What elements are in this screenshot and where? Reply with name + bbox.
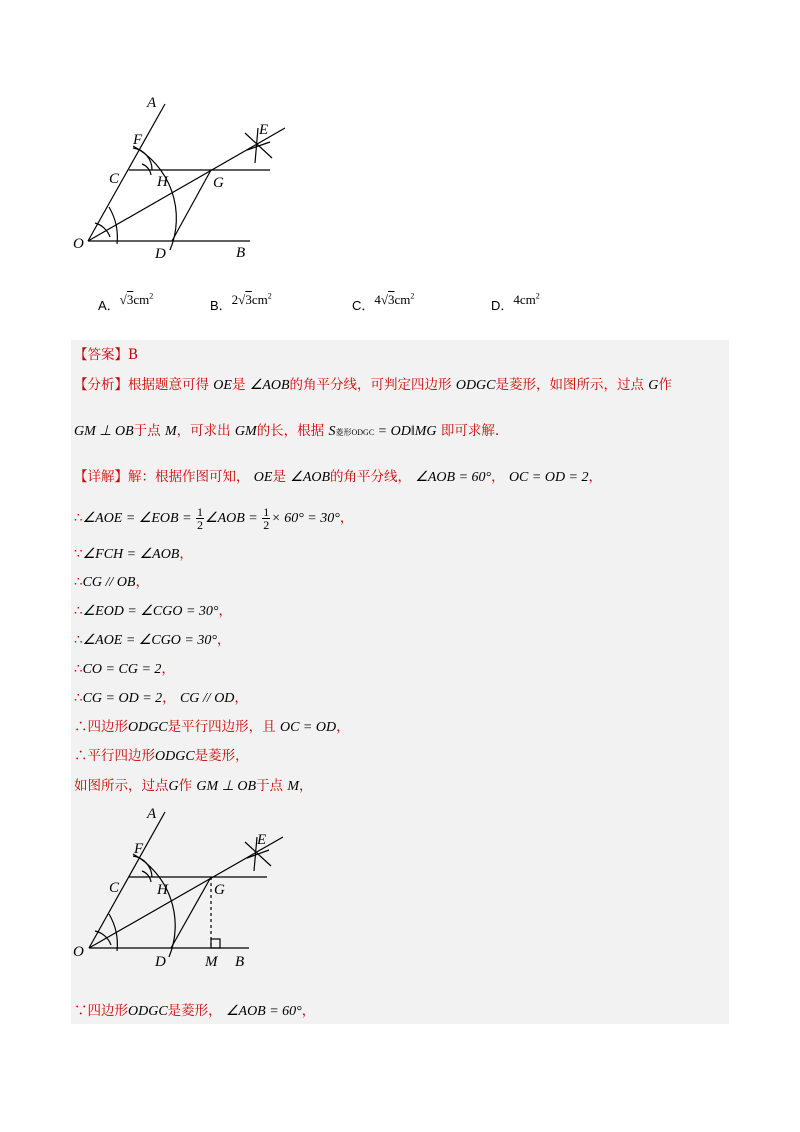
step-6: ∴CO = CG = 2， bbox=[74, 661, 175, 677]
answer-options bbox=[98, 291, 698, 325]
fig2-label-E: E bbox=[257, 832, 267, 848]
label-F: F bbox=[133, 132, 143, 148]
step-10: 如图所示，过点G作 GM ⊥ OB于点 M， bbox=[74, 778, 313, 794]
step-5: ∴∠AOE = ∠CGO = 30°， bbox=[74, 632, 231, 648]
step-9: ∴平行四边形ODGC是菱形， bbox=[74, 748, 249, 764]
fig2-label-H: H bbox=[157, 882, 168, 898]
detail-line: 【详解】解：根据作图可知， OE是 ∠AOB的角平分线， ∠AOB = 60°， OC = OD = 2， bbox=[74, 469, 603, 485]
fig2-label-F: F bbox=[134, 841, 144, 857]
answer-line: 【答案】B bbox=[74, 347, 138, 363]
label-D: D bbox=[155, 246, 166, 262]
solution-panel bbox=[71, 340, 729, 1024]
option-b[interactable]: B．$2√3cm^2$ bbox=[210, 291, 272, 313]
step-11: ∵四边形ODGC是菱形， ∠AOB = 60°， bbox=[74, 1003, 316, 1019]
label-H: H bbox=[157, 174, 168, 190]
analysis-line-1: 【分析】根据题意可得 OE是 ∠AOB的角平分线，可判定四边形 ODGC是菱形，如图所示，过点 G作 bbox=[74, 377, 672, 393]
option-c[interactable]: C．$4√3cm^2$ bbox=[352, 291, 415, 313]
fig2-label-G: G bbox=[214, 882, 225, 898]
analysis-line-2: GM ⊥ OB于点 M，可求出 GM的长，根据 S菱形ODGC = OD‖MG 即可求解. bbox=[74, 423, 500, 439]
fig2-label-O: O bbox=[73, 944, 84, 960]
step-1: ∴∠AOE = ∠EOB = $\frac{1}{2}$ ∠AOB = $\frac{1}{2}$ × 60° = 30°， bbox=[74, 505, 354, 532]
fig2-label-M: M bbox=[205, 954, 218, 970]
step-7: ∴CG = OD = 2， CG // OD， bbox=[74, 690, 248, 706]
label-E: E bbox=[259, 122, 269, 138]
label-B: B bbox=[236, 245, 246, 261]
label-O: O bbox=[73, 236, 84, 252]
fig2-label-D: D bbox=[155, 954, 166, 970]
fig2-label-C: C bbox=[109, 880, 120, 896]
label-C: C bbox=[109, 171, 120, 187]
label-G: G bbox=[213, 175, 224, 191]
geometry-figure-1 bbox=[0, 0, 320, 280]
step-4: ∴∠EOD = ∠CGO = 30°， bbox=[74, 603, 233, 619]
geometry-figure-2 bbox=[71, 800, 321, 980]
option-d[interactable]: D．$4cm^2$ bbox=[491, 291, 540, 313]
fig2-label-A: A bbox=[147, 806, 157, 822]
label-A: A bbox=[147, 95, 157, 111]
step-8: ∴四边形ODGC是平行四边形，且 OC = OD， bbox=[74, 719, 350, 735]
option-a[interactable]: A．$√3cm^2$ bbox=[98, 291, 154, 313]
step-3: ∴CG // OB， bbox=[74, 574, 149, 590]
fig2-label-B: B bbox=[235, 954, 245, 970]
step-2: ∵∠FCH = ∠AOB， bbox=[74, 546, 193, 562]
